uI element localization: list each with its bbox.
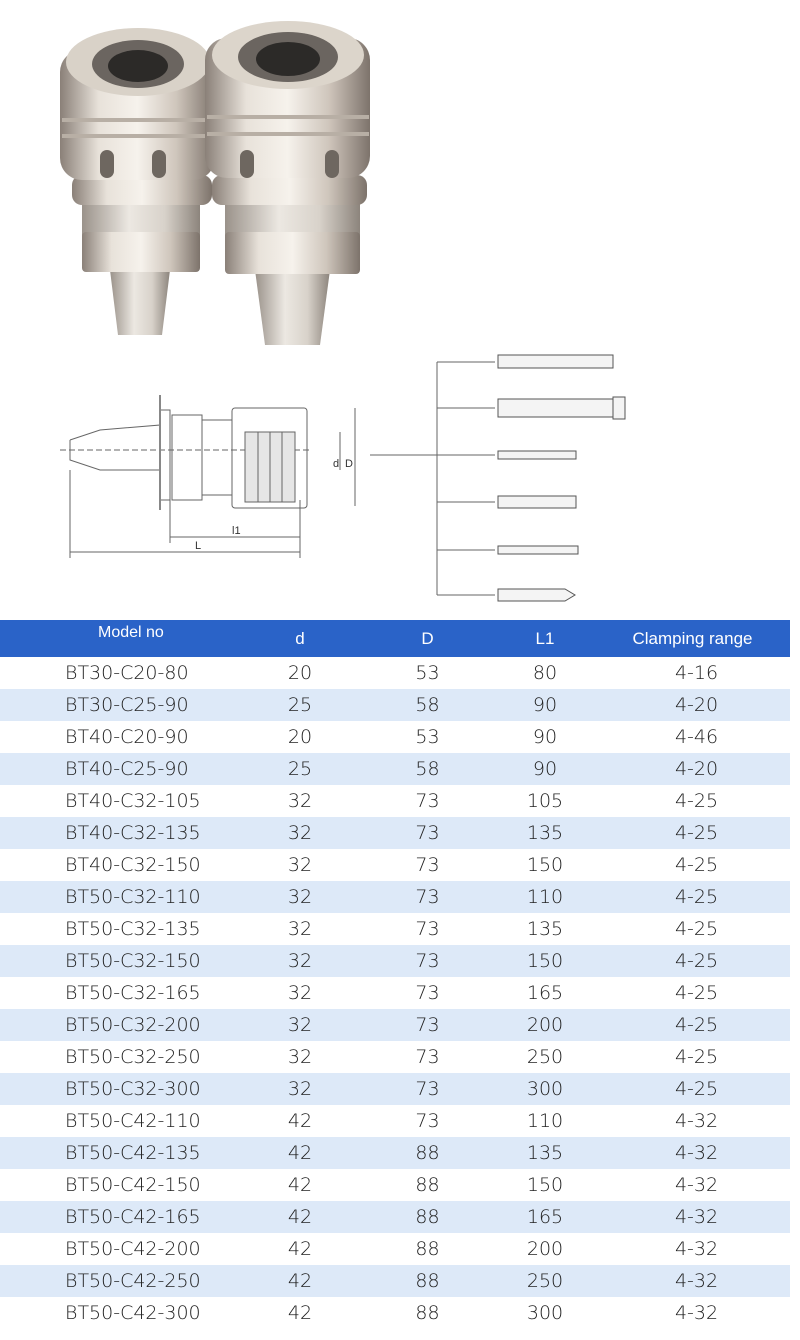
cell-model: BT40-C20-90 [65, 726, 189, 748]
tool-ball-mill [498, 589, 575, 601]
table-row [0, 1073, 790, 1105]
cell-d: 20 [287, 726, 313, 748]
cell-D: 73 [360, 945, 495, 977]
table-row [0, 913, 790, 945]
cell-L1: 90 [532, 726, 558, 748]
technical-drawing [0, 340, 800, 620]
cell-model: BT50-C42-135 [0, 1137, 240, 1169]
table-row [0, 1297, 790, 1329]
cell-d: 32 [287, 982, 313, 1004]
table-row [0, 1137, 790, 1169]
cell-model: BT40-C32-105 [65, 790, 201, 812]
header-model: Model no [0, 620, 240, 657]
cell-d: 32 [240, 881, 360, 913]
cell-L1: 150 [495, 945, 595, 977]
label-l1: l1 [232, 525, 241, 537]
cell-clamp: 4-16 [674, 662, 719, 684]
cell-clamp: 4-32 [674, 1238, 719, 1260]
cell-clamp: 4-25 [674, 854, 719, 876]
cell-D: 88 [415, 1238, 440, 1260]
cell-model: BT30-C20-80 [65, 662, 189, 684]
cell-model: BT40-C32-150 [65, 854, 201, 876]
cell-L1: 90 [495, 753, 595, 785]
cell-D: 73 [360, 881, 495, 913]
cell-D: 53 [415, 662, 440, 684]
table-row [0, 1105, 790, 1137]
cell-L1: 135 [495, 817, 595, 849]
cell-D: 53 [415, 726, 440, 748]
cell-D: 58 [360, 753, 495, 785]
cell-D: 73 [360, 1073, 495, 1105]
cell-model: BT50-C42-300 [65, 1302, 201, 1324]
cell-L1: 135 [495, 1137, 595, 1169]
table-row [0, 1265, 790, 1297]
cell-d: 32 [240, 1009, 360, 1041]
cell-D: 88 [360, 1137, 495, 1169]
product-photo [0, 0, 800, 360]
table-row [0, 657, 790, 689]
cell-model: BT50-C42-165 [0, 1201, 240, 1233]
label-L: L [195, 540, 202, 552]
cell-clamp: 4-32 [595, 1265, 790, 1297]
cell-L1: 250 [495, 1265, 595, 1297]
cell-D: 73 [360, 1009, 495, 1041]
cell-clamp: 4-32 [674, 1174, 719, 1196]
label-d: d [333, 458, 340, 470]
cell-D: 88 [360, 1201, 495, 1233]
cell-clamp: 4-25 [595, 1009, 790, 1041]
cell-model: BT40-C32-135 [0, 817, 240, 849]
cell-D: 73 [415, 790, 440, 812]
cell-d: 20 [287, 662, 313, 684]
tool-holder-right [205, 21, 370, 345]
cell-d: 32 [287, 854, 313, 876]
cell-L1: 165 [495, 1201, 595, 1233]
table-row [0, 945, 790, 977]
cell-L1: 135 [526, 918, 564, 940]
spec-table [0, 620, 790, 1329]
cell-D: 73 [360, 817, 495, 849]
table-row [0, 1233, 790, 1265]
cell-L1: 110 [526, 1110, 564, 1132]
cell-L1: 105 [526, 790, 564, 812]
cell-D: 88 [415, 1302, 440, 1324]
table-row [0, 977, 790, 1009]
cell-d: 32 [240, 945, 360, 977]
table-row [0, 1201, 790, 1233]
cell-d: 32 [240, 817, 360, 849]
cell-model: BT50-C32-150 [0, 945, 240, 977]
header-clamping: Clamping range [595, 620, 790, 657]
cell-clamp: 4-25 [595, 817, 790, 849]
cell-D: 73 [415, 982, 440, 1004]
cell-model: BT50-C42-150 [65, 1174, 201, 1196]
cell-clamp: 4-46 [674, 726, 719, 748]
tool-drill [498, 451, 576, 459]
cell-L1: 150 [526, 1174, 564, 1196]
cell-clamp: 4-32 [674, 1302, 719, 1324]
cell-d: 42 [287, 1110, 313, 1132]
table-row [0, 817, 790, 849]
cell-d: 42 [240, 1265, 360, 1297]
cell-model: BT40-C25-90 [0, 753, 240, 785]
header-d: d [240, 620, 360, 657]
cell-L1: 300 [526, 1302, 564, 1324]
cell-D: 88 [360, 1265, 495, 1297]
cell-model: BT50-C32-200 [0, 1009, 240, 1041]
cell-d: 32 [240, 1073, 360, 1105]
label-D: D [345, 458, 353, 470]
cell-d: 42 [240, 1201, 360, 1233]
cell-D: 58 [360, 689, 495, 721]
taper-outline [70, 410, 170, 500]
cell-d: 32 [287, 918, 313, 940]
cell-clamp: 4-25 [674, 982, 719, 1004]
cell-model: BT50-C32-300 [0, 1073, 240, 1105]
cell-L1: 80 [532, 662, 558, 684]
tool-reamer [498, 546, 578, 554]
tool-holder-left [60, 28, 215, 335]
cell-d: 32 [287, 790, 313, 812]
cell-model: BT50-C32-165 [65, 982, 201, 1004]
cell-L1: 110 [495, 881, 595, 913]
table-row [0, 881, 790, 913]
table-header-row [0, 620, 790, 657]
cell-clamp: 4-32 [595, 1137, 790, 1169]
table-row [0, 689, 790, 721]
table-row [0, 1009, 790, 1041]
cell-clamp: 4-25 [595, 1073, 790, 1105]
cell-D: 73 [415, 854, 440, 876]
cell-model: BT50-C42-110 [65, 1110, 201, 1132]
cell-model: BT50-C42-200 [65, 1238, 201, 1260]
cell-D: 73 [415, 1046, 440, 1068]
cell-clamp: 4-32 [595, 1201, 790, 1233]
cell-d: 42 [287, 1174, 313, 1196]
cell-L1: 90 [495, 689, 595, 721]
table-row [0, 1041, 790, 1073]
cell-model: BT50-C32-135 [65, 918, 201, 940]
tool-extension [498, 399, 613, 417]
cell-D: 88 [415, 1174, 440, 1196]
cell-L1: 165 [526, 982, 564, 1004]
cell-L1: 150 [526, 854, 564, 876]
table-row [0, 1169, 790, 1201]
cell-model: BT50-C32-250 [65, 1046, 201, 1068]
cell-clamp: 4-25 [674, 1046, 719, 1068]
cell-L1: 300 [495, 1073, 595, 1105]
cell-d: 25 [240, 689, 360, 721]
cell-clamp: 4-25 [595, 881, 790, 913]
cell-model: BT50-C32-110 [0, 881, 240, 913]
cell-clamp: 4-20 [595, 689, 790, 721]
cell-d: 42 [240, 1137, 360, 1169]
cell-clamp: 4-25 [674, 790, 719, 812]
cell-L1: 200 [526, 1238, 564, 1260]
cell-d: 32 [287, 1046, 313, 1068]
cell-clamp: 4-25 [674, 918, 719, 940]
tool-end-mill [498, 496, 576, 508]
header-L1: L1 [495, 620, 595, 657]
cell-D: 73 [415, 1110, 440, 1132]
cell-clamp: 4-25 [595, 945, 790, 977]
tool-collet-sleeve [498, 355, 613, 368]
cell-clamp: 4-32 [674, 1110, 719, 1132]
cell-clamp: 4-20 [595, 753, 790, 785]
table-row [0, 785, 790, 817]
cell-L1: 200 [495, 1009, 595, 1041]
cell-d: 25 [240, 753, 360, 785]
cell-model: BT50-C42-250 [0, 1265, 240, 1297]
cell-L1: 250 [526, 1046, 564, 1068]
header-D: D [360, 620, 495, 657]
cell-d: 42 [287, 1302, 313, 1324]
cell-d: 42 [287, 1238, 313, 1260]
cell-model: BT30-C25-90 [0, 689, 240, 721]
table-row [0, 753, 790, 785]
cell-D: 73 [415, 918, 440, 940]
table-row [0, 849, 790, 881]
table-row [0, 721, 790, 753]
